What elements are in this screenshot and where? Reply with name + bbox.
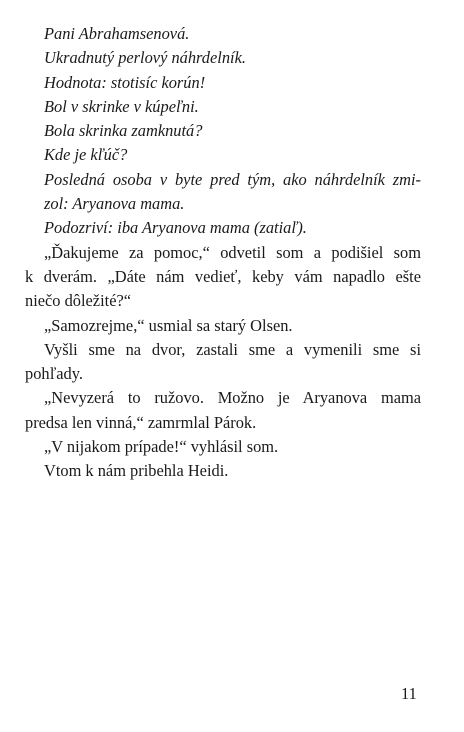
text-line: „Ďakujeme za pomoc,“ odvetil som a podišiel som <box>44 242 421 262</box>
page-body <box>25 22 421 484</box>
text-line: predsa len vinná,“ zamrmlal Párok. <box>25 412 257 432</box>
text-line: „Samozrejme,“ usmial sa starý Olsen. <box>44 315 293 335</box>
note-line: Posledná osoba v byte pred tým, ako náhrdelník zmi- <box>44 169 421 189</box>
text-line: k dverám. „Dáte nám vedieť, keby vám napadlo ešte <box>25 266 421 286</box>
text-line: pohľady. <box>25 364 83 384</box>
text-line: „V nijakom prípade!“ vyhlásil som. <box>44 437 279 457</box>
text-line: niečo dôležité?“ <box>25 291 132 311</box>
note-line: Pani Abrahamsenová. <box>44 24 190 43</box>
note-line: Bola skrinka zamknutá? <box>44 121 203 141</box>
note-line: Podozriví: iba Aryanova mama (zatiaľ). <box>44 218 307 238</box>
page-number: 11 <box>401 684 417 703</box>
text-line: „Nevyzerá to ružovo. Možno je Aryanova mama <box>44 388 421 408</box>
note-line: Bol v skrinke v kúpeľni. <box>44 96 199 116</box>
note-line: zol: Aryanova mama. <box>44 194 185 214</box>
note-line: Hodnota: stotisíc korún! <box>44 72 206 92</box>
note-line: Ukradnutý perlový náhrdelník. <box>44 48 246 68</box>
text-line: Vtom k nám pribehla Heidi. <box>44 461 229 481</box>
note-line: Kde je kľúč? <box>44 145 128 165</box>
text-line: Vyšli sme na dvor, zastali sme a vymenili sme si <box>44 339 421 359</box>
